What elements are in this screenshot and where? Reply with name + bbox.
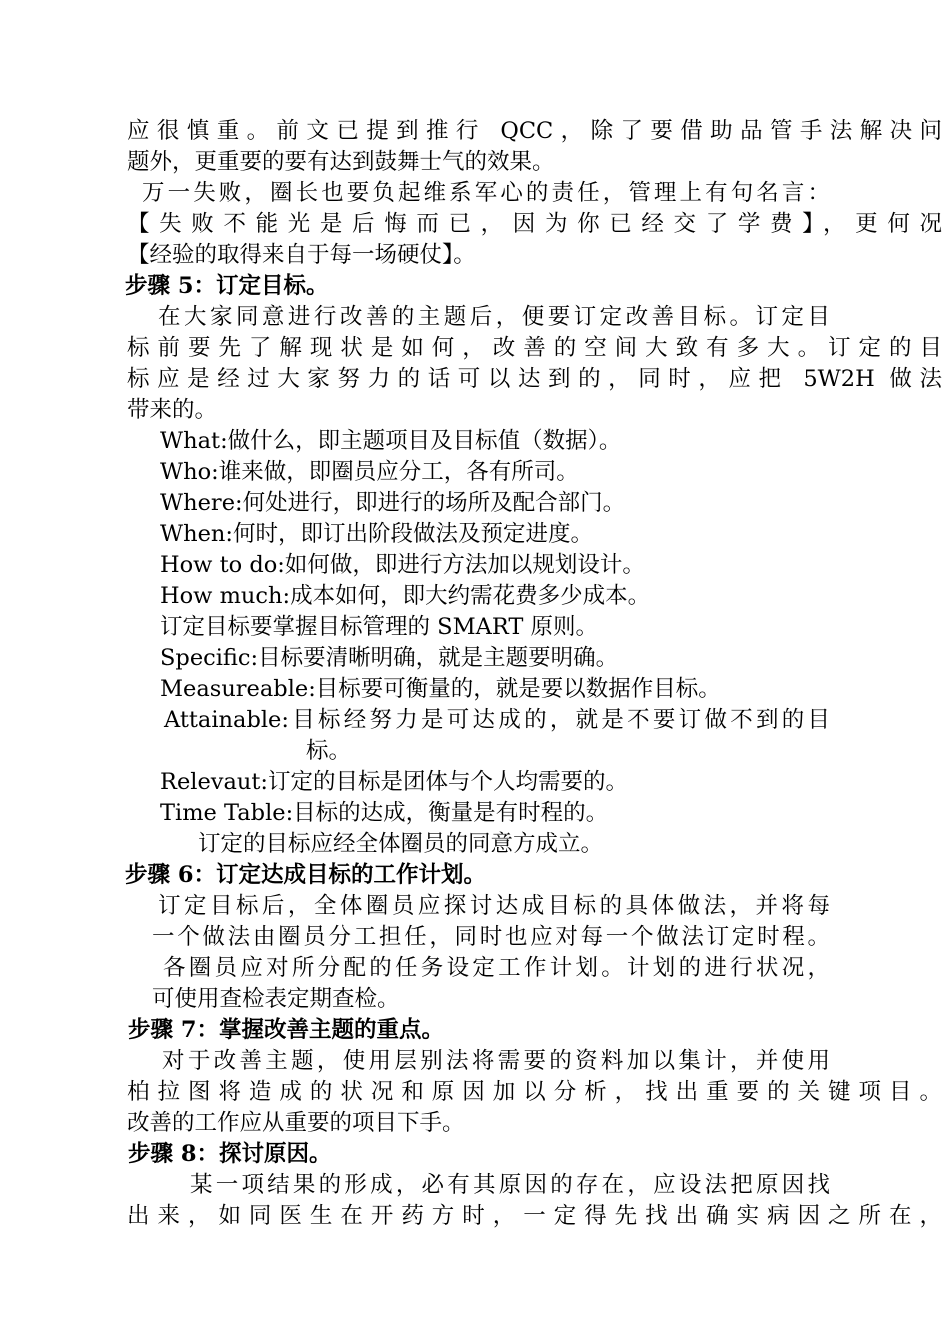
text-line: 可使用查检表定期查检。 [152,986,400,1012]
list-item-where: Where:何处进行，即进行的场所及配合部门。 [160,490,626,516]
list-item-how-to-do: How to do:如何做，即进行方法加以规划设计。 [160,552,645,578]
text-line: 带来的。 [127,397,218,423]
text-line: 改善的工作应从重要的项目下手。 [127,1110,465,1136]
text-line: 题外，更重要的要有达到鼓舞士气的效果。 [127,149,555,175]
list-item-who: Who:谁来做，即圈员应分工，各有所司。 [160,459,579,485]
text-line: 标前要先了解现状是如何，改善的空间大致有多大。订定的目 [127,335,942,361]
text-line: 标应是经过大家努力的话可以达到的，同时，应把 5W2H 做法 [127,366,942,392]
text-line: 某一项结果的形成，必有其原因的存在，应设法把原因找 [190,1172,830,1198]
text-line: 【失败不能光是后悔而已，因为你已经交了学费】，更何况 [127,211,942,237]
section-heading-step-8: 步骤 8：探讨原因。 [128,1141,332,1167]
list-item-when: When:何时，即订出阶段做法及预定进度。 [160,521,594,547]
list-item-measureable: Measureable:目标要可衡量的，就是要以数据作目标。 [160,676,721,702]
list-item-what: What:做什么，即主题项目及目标值（数据）。 [160,428,622,454]
text-line: 柏拉图将造成的状况和原因加以分析，找出重要的关键项目。 [127,1079,942,1105]
section-heading-step-6: 步骤 6：订定达成目标的工作计划。 [125,862,486,888]
list-item-specific: Specific:目标要清晰明确，就是主题要明确。 [160,645,619,671]
text-line: 订定的目标应经全体圈员的同意方成立。 [198,831,604,857]
text-line: 订定目标后，全体圈员应探讨达成目标的具体做法，并将每 [158,893,830,919]
list-item-attainable: Attainable:目标经努力是可达成的，就是不要订做不到的目 [164,707,830,733]
text-line: 万一失败，圈长也要负起维系军心的责任，管理上有句名言： [142,180,830,206]
list-item-time-table: Time Table:目标的达成，衡量是有时程的。 [160,800,609,826]
list-item-how-much: How much:成本如何，即大约需花费多少成本。 [160,583,651,609]
list-item-relevaut: Relevaut:订定的目标是团体与个人均需要的。 [160,769,629,795]
section-heading-step-5: 步骤 5：订定目标。 [125,273,329,299]
text-line: 一个做法由圈员分工担任，同时也应对每一个做法订定时程。 [152,924,830,950]
text-line: 在大家同意进行改善的主题后，便要订定改善目标。订定目 [158,304,830,330]
text-line: 各圈员应对所分配的任务设定工作计划。计划的进行状况， [163,955,830,981]
section-heading-step-7: 步骤 7：掌握改善主题的重点。 [128,1017,444,1043]
text-line: 对于改善主题，使用层别法将需要的资料加以集计，并使用 [162,1048,830,1074]
text-line: 应很慎重。前文已提到推行 QCC，除了要借助品管手法解决问 [127,118,942,144]
text-line: 【经验的取得来自于每一场硬仗】。 [127,242,476,268]
text-line: 订定目标要掌握目标管理的 SMART 原则。 [160,614,599,640]
text-line: 标。 [306,738,352,764]
text-line: 出来，如同医生在开药方时，一定得先找出确实病因之所在， [127,1203,942,1229]
